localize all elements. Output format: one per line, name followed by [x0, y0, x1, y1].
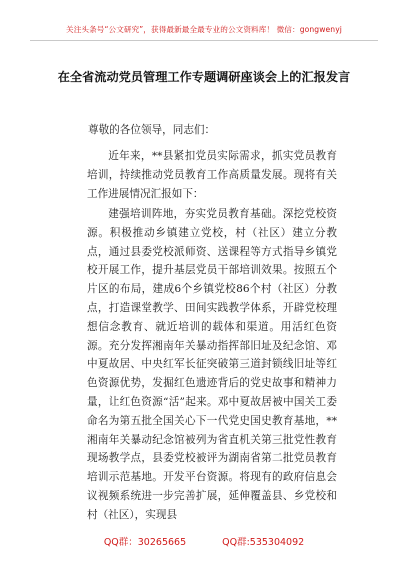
- body-paragraph-intro: 近年来，**县紧扣党员实际需求，抓实党员教育培训，持续推动党员教育工作高质量发展。现将有关工作进展情况汇报如下：: [87, 150, 337, 200]
- document-title: 在全省流动党员管理工作专题调研座谈会上的汇报发言: [57, 70, 351, 84]
- footer-contact: [0, 534, 408, 548]
- header-banner: 关注头条号“公文研究”，获得最新最全最专业的公文资料库！ 微信：gongwenyj: [66, 25, 342, 34]
- header-divider: [30, 40, 378, 41]
- footer-qq-primary: QQ群：30265665: [103, 537, 187, 548]
- body-paragraph-training: 建强培训阵地，夯实党员教育基础。深挖党校资源。积极推动乡镇建立党校，村（社区）建立分教点，通过县委党校派师资、送课程等方式指导乡镇党校开展工作，提升基层党员干部培训效果。按照五个片区的布局，建成6个乡镇党校86个村（社区）分教点，打造课堂教学、田间实践教学体系，开辟党校理想信念教育、就近培训的载体和渠道。用活红色资源。充分发挥湘南年关暴动指挥部旧址及纪念馆、邓中夏故居、中央红军长征突破第三道封锁线旧址等红色资源优势，发掘红色遗迹背后的党史故事和精神力量，让红色资源“活”起来。邓中夏故居被中国关工委命名为第五批全国关心下一代党史国史教育基地，**湘南年关暴动纪念馆被列为省直机关第三批党性教育现场教学点，县委党校被评为湖南省第二批党员教育培训示范基地。开发平台资源。将现有的政府信息会议视频系统进一步完善扩展，延伸覆盖县、乡党校和村（社区），实现县: [87, 208, 337, 521]
- salutation: 尊敬的各位领导，同志们：: [88, 124, 216, 136]
- footer-qq-secondary: QQ群:535304092: [222, 537, 305, 548]
